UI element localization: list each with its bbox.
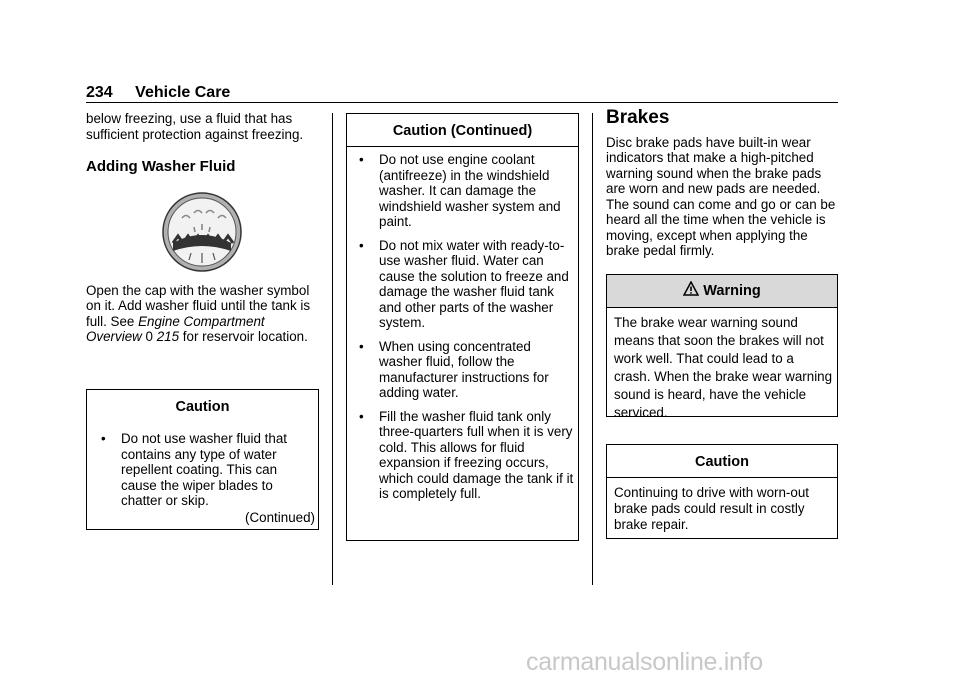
caution-continued-title: Caution (Continued) — [347, 114, 578, 147]
warning-triangle-icon — [683, 277, 699, 293]
caution-bullet — [353, 152, 575, 230]
warning-title — [607, 275, 837, 308]
bullet-icon: • — [359, 237, 364, 253]
page-header — [86, 84, 230, 102]
bullet-icon: • — [359, 152, 364, 167]
page-number: 234 — [86, 84, 113, 101]
brakes-caution-title: Caution — [607, 445, 837, 478]
watermark: carmanualsonline.info — [526, 648, 763, 676]
caution-title: Caution — [175, 399, 230, 415]
caution-bullet-text: Do not use washer fluid that contains any type of water repellent coating. This can cause the wiper blades to chatter or skip. — [121, 431, 287, 508]
bullet-icon: • — [359, 338, 364, 354]
header-rule — [86, 102, 838, 103]
column-3 — [606, 107, 838, 259]
continued-label: (Continued) — [245, 509, 315, 525]
body-text-end: for reservoir location. — [179, 329, 308, 344]
body-paragraph — [86, 283, 322, 345]
body-text: Open the cap with the washer symbol on it. Add washer fluid until the tank is full. See — [86, 282, 311, 329]
section-title: Vehicle Care — [135, 84, 231, 101]
bullet-icon: • — [101, 431, 106, 446]
cross-reference-link[interactable]: Engine Compartment Overview — [86, 313, 265, 344]
section-heading: Adding Washer Fluid — [86, 158, 236, 175]
intro-paragraph: below freezing, use a fluid that has sufficient protection against freezing. — [86, 111, 304, 142]
caution-bullet — [95, 431, 315, 509]
column-1 — [86, 111, 322, 345]
column-divider-2 — [592, 113, 593, 585]
caution-bullet — [353, 339, 575, 401]
column-divider-1 — [332, 113, 333, 585]
brakes-caution-box — [606, 444, 838, 539]
bullet-icon: • — [359, 408, 364, 424]
brakes-heading: Brakes — [606, 107, 670, 128]
ref-page: 215 — [156, 329, 180, 344]
brakes-paragraph: Disc brake pads have built-in wear indicators that make a high-pitched warning sound when the brake pads are worn and new pads are needed. The sound can come and go or can be heard all the time when the vehicle is moving, except when applying the brake pedal firmly. — [606, 134, 836, 258]
brakes-caution-body: Continuing to drive with worn-out brake pads could result in costly brake repair. — [614, 485, 810, 532]
warning-box — [606, 274, 838, 420]
washer-fluid-symbol-icon — [86, 175, 322, 283]
caution-bullet-text: Fill the washer fluid tank only three-quarters full when it is very cold. This allows for fluid expansion if freezing occurs, which could damage the tank if it is completely full. — [379, 408, 574, 501]
warning-title-text: Warning — [703, 283, 761, 299]
caution-bullet — [353, 238, 575, 331]
ref-arrow-icon: 0 — [145, 329, 153, 344]
caution-continued-box — [346, 113, 579, 541]
warning-body: The brake wear warning sound means that soon the brakes will not work well. That could lead to a crash. When the brake wear warning sound is heard, have the vehicle serviced. — [614, 315, 833, 420]
caution-box — [86, 389, 319, 530]
caution-bullet — [353, 409, 575, 502]
caution-bullet-text: Do not use engine coolant (antifreeze) in the windshield washer. It can damage the windshield washer system and paint. — [379, 152, 561, 229]
caution-bullet-text: Do not mix water with ready-to-use washer fluid. Water can cause the solution to freeze and damage the washer fluid tank and other parts of the washer system. — [379, 237, 569, 330]
caution-bullet-text: When using concentrated washer fluid, follow the manufacturer instructions for adding water. — [379, 338, 549, 400]
